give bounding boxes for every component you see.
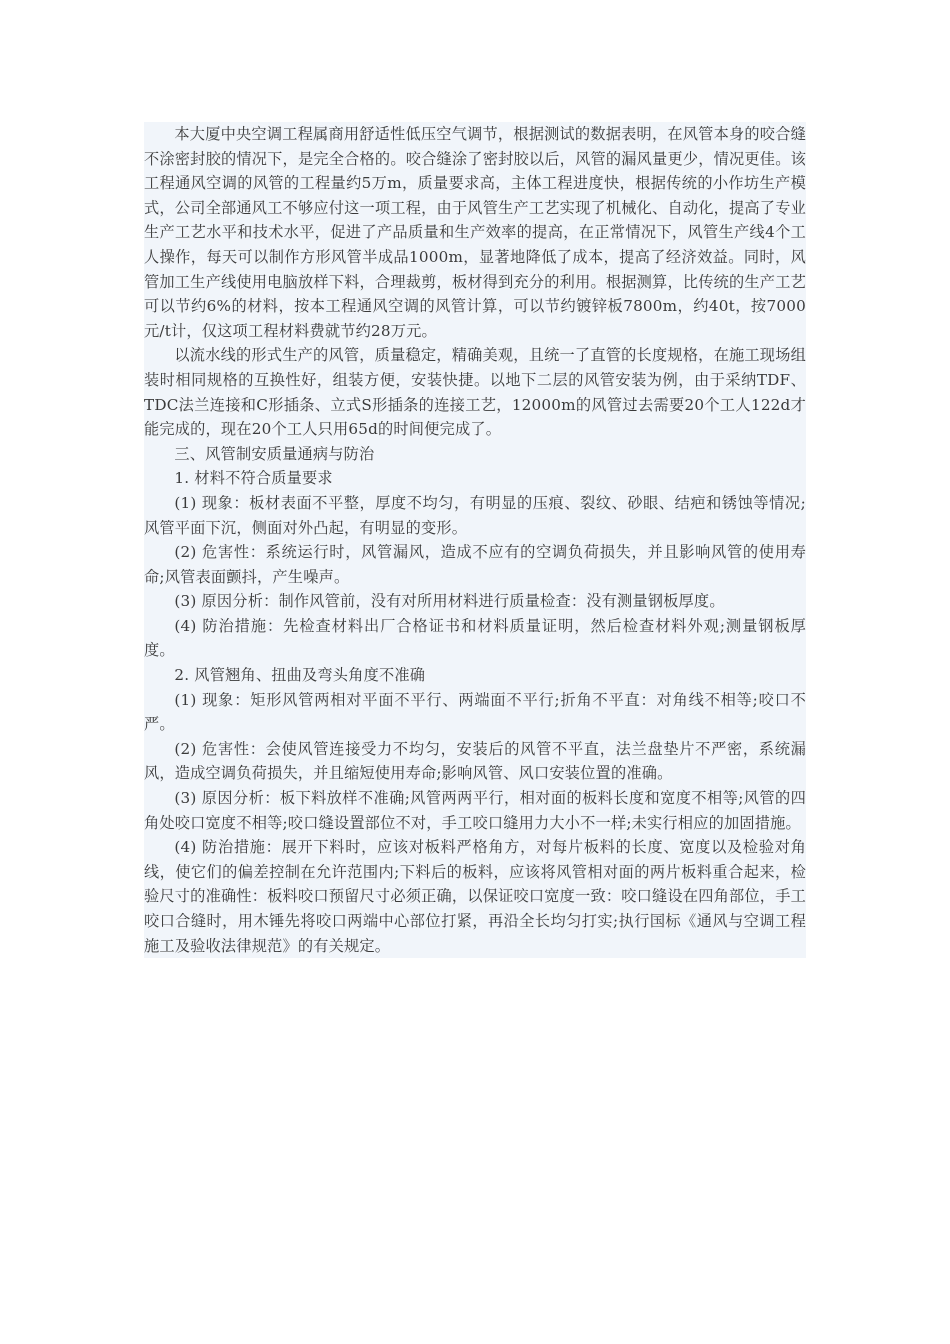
item-2-4: (4) 防治措施：展开下料时，应该对板料严格角方，对每片板料的长度、宽度以及检验对角线，使它们的偏差控制在允许范围内;下料后的板料，应该将风管相对面的两片板料重合起来，检验尺寸的准确性：板料咬口预留尺寸必须正确，以保证咬口宽度一致：咬口缝设在四角部位，手工咬口合缝时，用木锤先将咬口两端中心部位打紧，再沿全长均匀打实;执行国标《通风与空调工程施工及验收法律规范》的有关规定。 xyxy=(144,838,806,955)
paragraph-intro: 本大厦中央空调工程属商用舒适性低压空气调节，根据测试的数据表明，在风管本身的咬合缝不涂密封胶的情况下，是完全合格的。咬合缝涂了密封胶以后，风管的漏风量更少，情况更佳。该工程通风空调的风管的工程量约5万m，质量要求高，主体工程进度快，根据传统的小作坊生产模式，公司全部通风工不够应付这一项工程，由于风管生产工艺实现了机械化、自动化，提高了专业生产工艺水平和技术水平，促进了产品质量和生产效率的提高，在正常情况下，风管生产线4个工人操作，每天可以制作方形风管半成品1000m，显著地降低了成本，提高了经济效益。同时，风管加工生产线使用电脑放样下料，合理裁剪，板材得到充分的利用。根据测算，比传统的生产工艺可以节约6%的材料，按本工程通风空调的风管计算，可以节约镀锌板7800m，约40t，按7000元/t计，仅这项工程材料费就节约28万元。 xyxy=(144,125,806,340)
item-1-4: (4) 防治措施：先检查材料出厂合格证书和材料质量证明，然后检查材料外观;测量钢板厚度。 xyxy=(144,616,806,660)
item-1-1: (1) 现象：板材表面不平整，厚度不均匀，有明显的压痕、裂纹、砂眼、结疤和锈蚀等情况;风管平面下沉，侧面对外凸起，有明显的变形。 xyxy=(144,493,806,537)
item-2-2: (2) 危害性：会使风管连接受力不均匀，安装后的风管不平直，法兰盘垫片不严密，系统漏风，造成空调负荷损失，并且缩短使用寿命;影响风管、风口安装位置的准确。 xyxy=(144,739,806,783)
article-body xyxy=(144,122,806,958)
item-1-2: (2) 危害性：系统运行时，风管漏风，造成不应有的空调负荷损失，并且影响风管的使用寿命;风管表面颤抖，产生噪声。 xyxy=(144,543,806,586)
paragraph-assembly-line: 以流水线的形式生产的风管，质量稳定，精确美观，且统一了直管的长度规格，在施工现场组装时相同规格的互换性好，组装方便，安装快捷。以地下二层的风管安装为例，由于采纳TDF、TDC法兰连接和C形插条、立式S形插条的连接工艺，12000m的风管过去需要20个工人122d才能完成的，现在20个工人只用65d的时间便完成了。 xyxy=(144,346,806,439)
subsection-heading-2: 2. 风管翘角、扭曲及弯头角度不准确 xyxy=(174,666,426,685)
section-heading: 三、风管制安质量通病与防治 xyxy=(174,444,375,463)
subsection-heading-1: 1. 材料不符合质量要求 xyxy=(174,469,333,488)
item-2-3: (3) 原因分析：板下料放样不准确;风管两两平行，相对面的板料长度和宽度不相等;风管的四角处咬口宽度不相等;咬口缝设置部位不对，手工咬口缝用力大小不一样;未实行相应的加固措施。 xyxy=(144,789,806,832)
item-1-3: (3) 原因分析：制作风管前，没有对所用材料进行质量检查：没有测量钢板厚度。 xyxy=(174,592,725,611)
item-2-1: (1) 现象：矩形风管两相对平面不平行、两端面不平行;折角不平直：对角线不相等;咬口不严。 xyxy=(144,690,806,734)
